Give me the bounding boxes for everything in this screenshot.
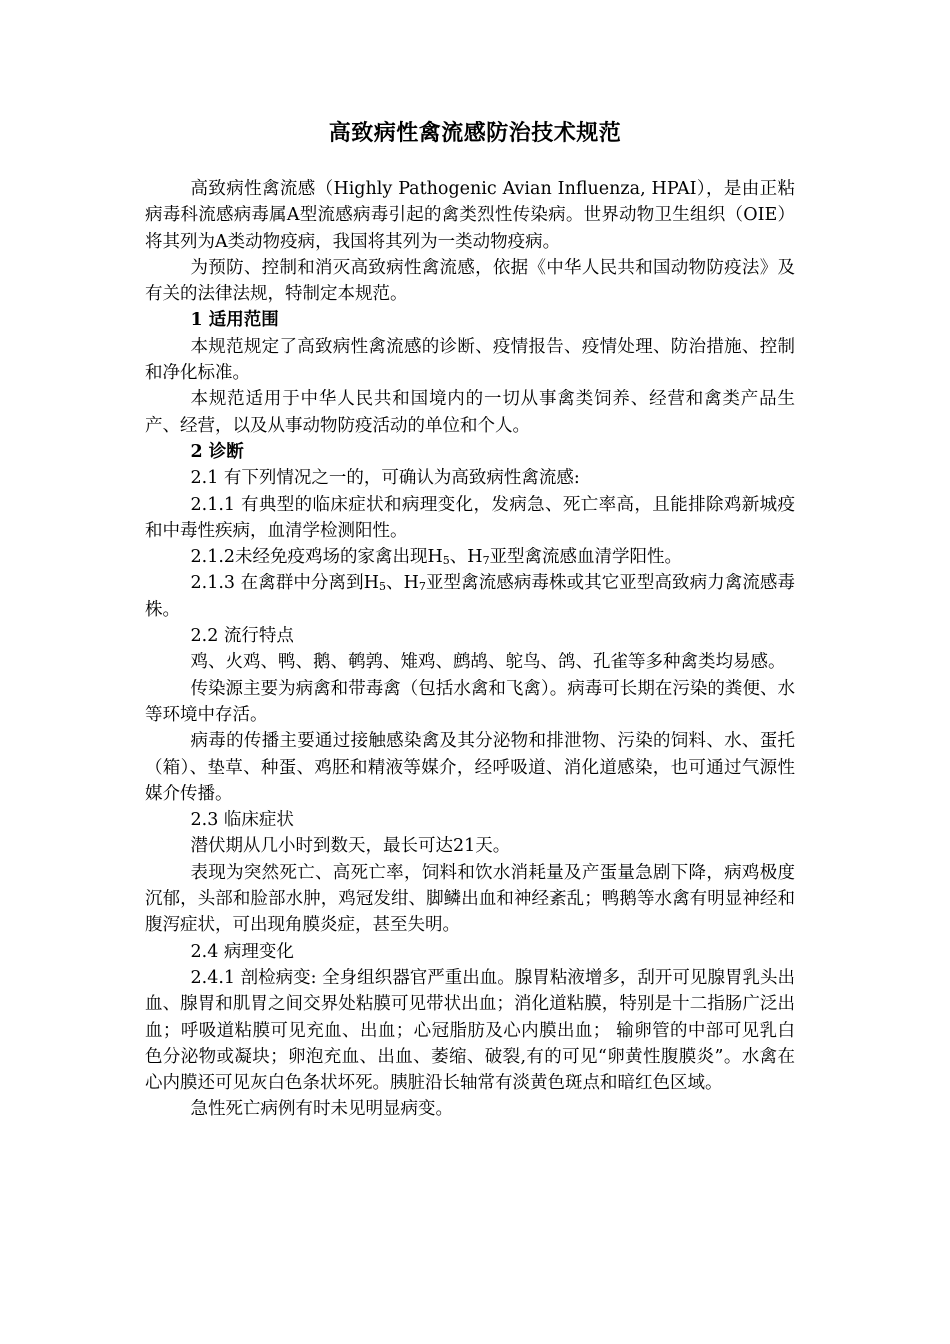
paragraph-2-2-source: 传染源主要为病禽和带毒禽（包括水禽和飞禽）。病毒可长期在污染的粪便、水等环境中存活。 xyxy=(145,678,795,725)
paragraph-2-3-symptoms: 表现为突然死亡、高死亡率，饲料和饮水消耗量及产蛋量急剧下降，病鸡极度沉郁，头部和脸部水肿，鸡冠发绀、脚鳞出血和神经紊乱；鸭鹅等水禽有明显神经和腹泻症状，可出现角膜炎症，甚至失明。 xyxy=(145,862,795,936)
paragraph-intro-definition: 高致病性禽流感（Highly Pathogenic Avian Influenza, HPAI），是由正粘病毒科流感病毒属A型流感病毒引起的禽类烈性传染病。世界动物卫生组织（OIE）将其列为A类动物疫病，我国将其列为一类动物疫病。 xyxy=(145,179,795,252)
text-segment: 2.1.2未经免疫鸡场的家禽出现H xyxy=(190,547,443,568)
paragraph-2-4-acute: 急性死亡病例有时未见明显病变。 xyxy=(190,1099,453,1120)
section-heading-scope: 1 适用范围 xyxy=(190,310,279,331)
document-title: 高致病性禽流感防治技术规范 xyxy=(328,120,622,146)
paragraph-2-2-susceptible: 鸡、火鸡、鸭、鹅、鹌鹑、雉鸡、鹧鸪、鸵鸟、鸽、孔雀等多种禽类均易感。 xyxy=(190,652,786,673)
paragraph-2-1: 2.1 有下列情况之一的，可确认为高致病性禽流感: xyxy=(190,468,580,489)
text-segment: 亚型禽流感血清学阳性。 xyxy=(489,547,683,568)
paragraph-2-1-1: 2.1.1 有典型的临床症状和病理变化，发病急、死亡率高，且能排除鸡新城疫和中毒性疾病，血清学检测阳性。 xyxy=(145,494,795,541)
subscript: 5 xyxy=(442,554,450,568)
paragraph-2-1-2 xyxy=(145,544,795,570)
paragraph-scope-content: 本规范规定了高致病性禽流感的诊断、疫情报告、疫情处理、防治措施、控制和净化标准。 xyxy=(145,336,795,384)
subscript: 5 xyxy=(378,580,386,594)
paragraph-2-3-incubation: 潜伏期从几小时到数天，最长可达21天。 xyxy=(190,836,511,857)
paragraph-2-4-1: 2.4.1 剖检病变: 全身组织器官严重出血。腺胃粘液增多，刮开可见腺胃乳头出血、腺胃和肌胃之间交界处粘膜可见带状出血；消化道粘膜，特别是十二指肠广泛出血；呼吸道粘膜可见充血、出血；心冠脂肪及心内膜出血； 输卵管的中部可见乳白色分泌物或凝块；卵泡充血、出血、萎缩、破裂,有的可见“卵黄性腹膜炎”。水禽在心内膜还可见灰白色条状坏死。胰脏沿长轴常有淡黄色斑点和暗红色区域。 xyxy=(145,967,795,1094)
paragraph-intro-purpose: 为预防、控制和消灭高致病性禽流感，依据《中华人民共和国动物防疫法》及有关的法律法规，特制定本规范。 xyxy=(145,257,795,305)
section-heading-diagnosis: 2 诊断 xyxy=(190,441,244,462)
text-segment: 、H xyxy=(449,547,483,568)
paragraph-2-1-3 xyxy=(145,570,795,623)
subheading-2-3: 2.3 临床症状 xyxy=(190,810,294,831)
text-segment: 2.1.3 在禽群中分离到H xyxy=(190,573,379,594)
text-segment: 亚型禽流感病毒株或其它亚型高致病力禽流感毒株。 xyxy=(145,573,795,620)
subscript: 7 xyxy=(418,580,426,594)
paragraph-2-2-transmission: 病毒的传播主要通过接触感染禽及其分泌物和排泄物、污染的饲料、水、蛋托（箱）、垫草、种蛋、鸡胚和精液等媒介，经呼吸道、消化道感染，也可通过气源性媒介传播。 xyxy=(145,731,795,804)
document-body xyxy=(145,176,795,1123)
subscript: 7 xyxy=(482,554,490,568)
subheading-2-2: 2.2 流行特点 xyxy=(190,626,294,647)
paragraph-scope-applicability: 本规范适用于中华人民共和国境内的一切从事禽类饲养、经营和禽类产品生产、经营，以及从事动物防疫活动的单位和个人。 xyxy=(145,389,795,436)
subheading-2-4: 2.4 病理变化 xyxy=(190,941,294,962)
text-segment: 、H xyxy=(385,573,419,594)
